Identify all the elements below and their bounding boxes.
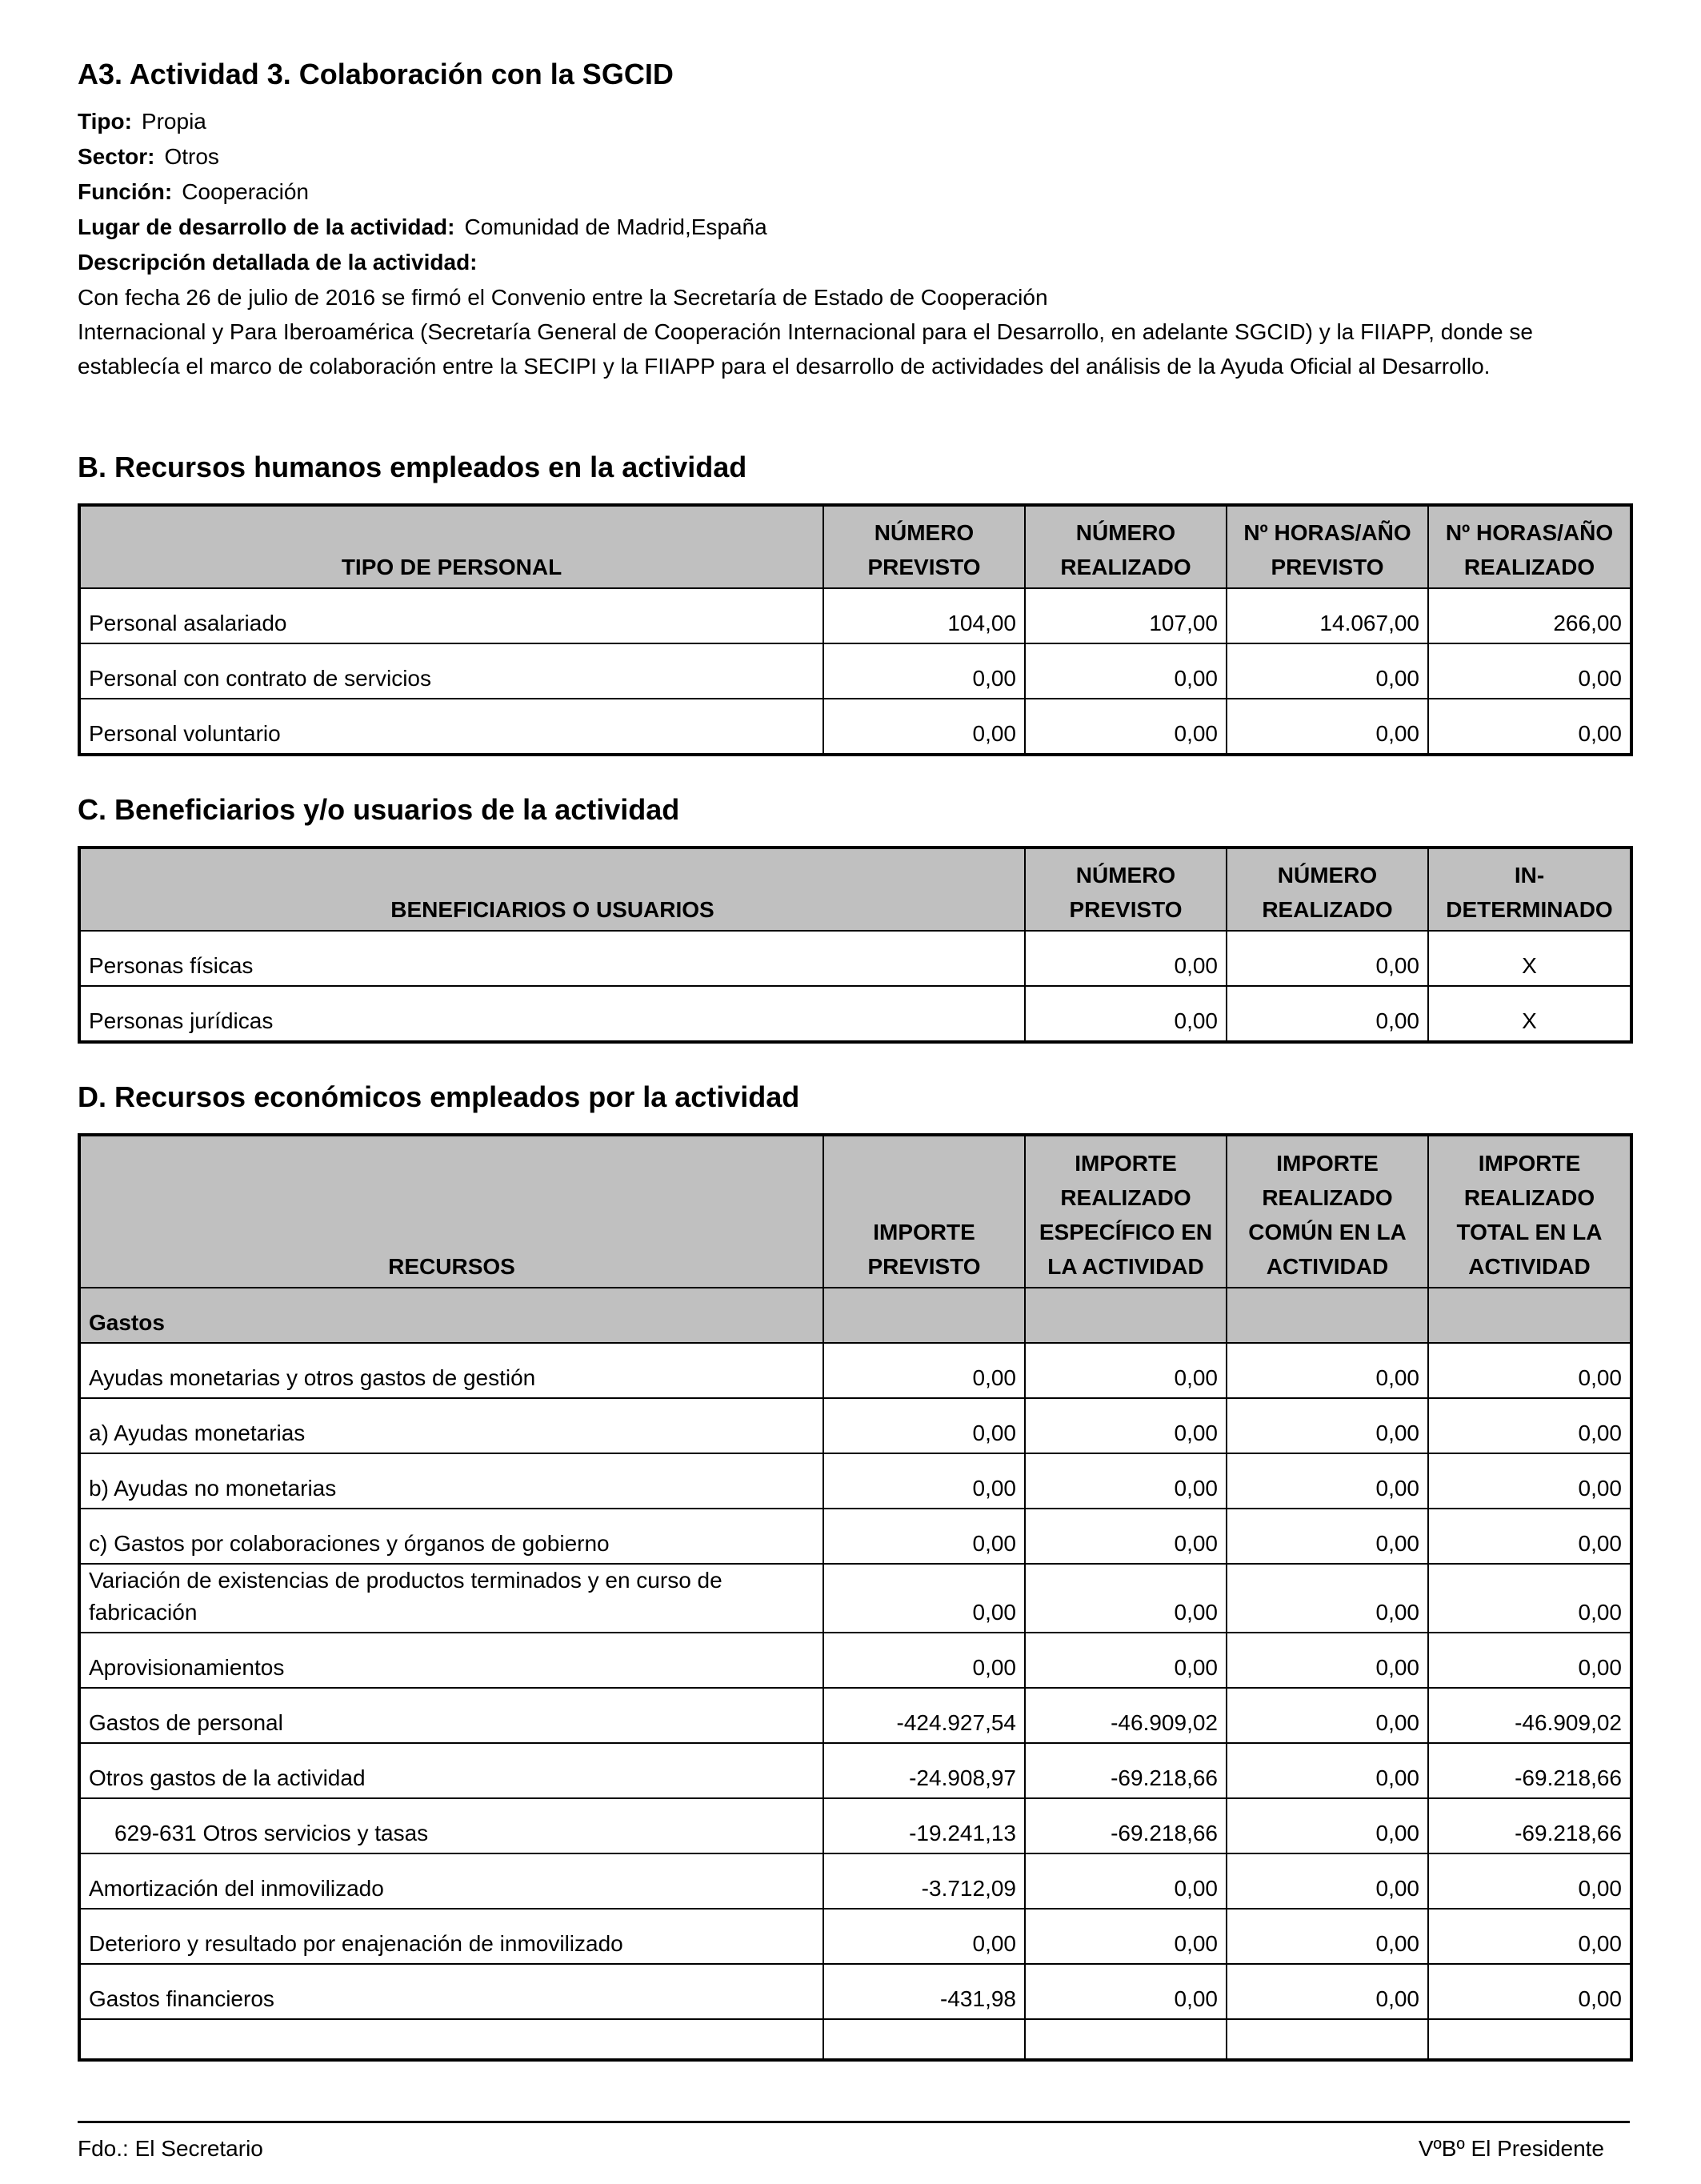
row-label: Personas físicas	[79, 931, 1025, 986]
column-header: Nº HORAS/AÑO PREVISTO	[1227, 505, 1428, 588]
field-label: Tipo:	[78, 109, 132, 134]
column-header: NÚMERO PREVISTO	[1025, 848, 1227, 931]
cell-value: -69.218,66	[1025, 1743, 1227, 1798]
field-value: Otros	[164, 144, 219, 169]
empty-cell	[1025, 2019, 1227, 2060]
section-c-title: C. Beneficiarios y/o usuarios de la actividad	[78, 793, 680, 826]
cell-value: 0,00	[1428, 699, 1631, 755]
table-row	[79, 1343, 1631, 1398]
activity-field	[78, 139, 1630, 174]
row-label: Otros gastos de la actividad	[79, 1743, 823, 1798]
description-label: Descripción detallada de la actividad:	[78, 250, 478, 275]
cell-value: 0,00	[823, 1564, 1025, 1633]
activity-field	[78, 174, 1630, 210]
cell-value: 0,00	[1227, 1909, 1428, 1964]
cell-value: 0,00	[1428, 1564, 1631, 1633]
column-header: Nº HORAS/AÑO REALIZADO	[1428, 505, 1631, 588]
cell-value: 0,00	[1428, 643, 1631, 699]
cell-value: 0,00	[1227, 1688, 1428, 1743]
row-label: Personal asalariado	[79, 588, 823, 643]
column-header: NÚMERO REALIZADO	[1025, 505, 1227, 588]
group-label: Gastos	[79, 1288, 823, 1343]
economic-resources-table	[78, 1133, 1633, 2062]
cell-value: 0,00	[823, 1509, 1025, 1564]
row-label: Deterioro y resultado por enajenación de inmovilizado	[79, 1909, 823, 1964]
empty-cell	[1428, 2019, 1631, 2060]
secretary-signature: Fdo.: El Secretario	[78, 2136, 263, 2161]
cell-value: 0,00	[1025, 986, 1227, 1042]
cell-value: 0,00	[823, 699, 1025, 755]
column-header: IMPORTE REALIZADO ESPECÍFICO EN LA ACTIVIDAD	[1025, 1135, 1227, 1288]
cell-value: 0,00	[823, 643, 1025, 699]
field-value: Cooperación	[182, 179, 309, 204]
row-label: 629-631 Otros servicios y tasas	[79, 1798, 823, 1853]
row-label: Personal con contrato de servicios	[79, 643, 823, 699]
table-row	[79, 1564, 1631, 1633]
column-header: TIPO DE PERSONAL	[79, 505, 823, 588]
cell-value: 0,00	[1428, 1853, 1631, 1909]
cell-value: 0,00	[1428, 1453, 1631, 1509]
cell-value: 104,00	[823, 588, 1025, 643]
table-row	[79, 986, 1631, 1042]
field-label: Lugar de desarrollo de la actividad:	[78, 214, 455, 239]
cell-value: 266,00	[1428, 588, 1631, 643]
field-label: Sector:	[78, 144, 155, 169]
row-label: Personal voluntario	[79, 699, 823, 755]
table-row	[79, 1853, 1631, 1909]
cell-value: 0,00	[1025, 931, 1227, 986]
cell-value: -46.909,02	[1025, 1688, 1227, 1743]
cell-value: 0,00	[1227, 1453, 1428, 1509]
cell-value: 0,00	[1428, 1633, 1631, 1688]
row-label: Amortización del inmovilizado	[79, 1853, 823, 1909]
table-row	[79, 1688, 1631, 1743]
cell-value: 0,00	[1227, 1343, 1428, 1398]
cell-value: 0,00	[1428, 1398, 1631, 1453]
column-header: IN- DETERMINADO	[1428, 848, 1631, 931]
field-value: Propia	[141, 109, 206, 134]
cell-value: 0,00	[1025, 1453, 1227, 1509]
activity-title: A3. Actividad 3. Colaboración con la SGCID	[78, 58, 674, 90]
cell-value: 0,00	[1025, 1964, 1227, 2019]
empty-cell	[823, 2019, 1025, 2060]
row-label: Ayudas monetarias y otros gastos de gestión	[79, 1343, 823, 1398]
cell-value: 0,00	[823, 1398, 1025, 1453]
cell-value: 0,00	[1428, 1964, 1631, 2019]
table-row	[79, 1743, 1631, 1798]
cell-value: 0,00	[1227, 1564, 1428, 1633]
cell-value: 0,00	[1025, 1909, 1227, 1964]
cell-value: 0,00	[1227, 1398, 1428, 1453]
table-row	[79, 1453, 1631, 1509]
column-header: IMPORTE PREVISTO	[823, 1135, 1025, 1288]
column-header: IMPORTE REALIZADO COMÚN EN LA ACTIVIDAD	[1227, 1135, 1428, 1288]
row-label: c) Gastos por colaboraciones y órganos de gobierno	[79, 1509, 823, 1564]
row-label: Gastos financieros	[79, 1964, 823, 2019]
cell-value: 0,00	[1025, 1398, 1227, 1453]
description-line: Con fecha 26 de julio de 2016 se firmó el Convenio entre la Secretaría de Estado de Cooperación	[78, 285, 1048, 310]
cell-value: X	[1428, 931, 1631, 986]
row-label: b) Ayudas no monetarias	[79, 1453, 823, 1509]
table-row	[79, 643, 1631, 699]
cell-value: 107,00	[1025, 588, 1227, 643]
cell-value: 0,00	[1227, 699, 1428, 755]
group-row	[79, 1288, 1631, 1343]
cell-value: 0,00	[1227, 1853, 1428, 1909]
group-empty-cell	[823, 1288, 1025, 1343]
activity-fields	[78, 104, 1630, 245]
cell-value: 0,00	[1025, 1343, 1227, 1398]
column-header: RECURSOS	[79, 1135, 823, 1288]
cell-value: 0,00	[1227, 986, 1428, 1042]
beneficiaries-table	[78, 846, 1633, 1044]
signature-footer	[78, 2121, 1630, 2161]
cell-value: 0,00	[1227, 1743, 1428, 1798]
section-b-title: B. Recursos humanos empleados en la actividad	[78, 451, 747, 483]
group-empty-cell	[1025, 1288, 1227, 1343]
human-resources-table	[78, 503, 1633, 756]
column-header: NÚMERO REALIZADO	[1227, 848, 1428, 931]
cell-value: 0,00	[1025, 1853, 1227, 1909]
cell-value: 0,00	[1025, 643, 1227, 699]
group-empty-cell	[1428, 1288, 1631, 1343]
section-d-title: D. Recursos económicos empleados por la actividad	[78, 1080, 800, 1113]
cell-value: -3.712,09	[823, 1853, 1025, 1909]
group-empty-cell	[1227, 1288, 1428, 1343]
header-row	[79, 505, 1631, 588]
table-row	[79, 1509, 1631, 1564]
page	[78, 56, 1630, 2062]
description-line: Internacional y Para Iberoamérica (Secretaría General de Cooperación Internacional para el Desarrollo, en adelante SGCID) y la FIIAPP, donde se	[78, 319, 1533, 344]
table-row	[79, 1398, 1631, 1453]
cell-value: -46.909,02	[1428, 1688, 1631, 1743]
cell-value: 0,00	[823, 1453, 1025, 1509]
header-row	[79, 1135, 1631, 1288]
table-row	[79, 1964, 1631, 2019]
activity-field	[78, 104, 1630, 139]
empty-cell	[79, 2019, 823, 2060]
row-label: Variación de existencias de productos terminados y en curso de fabricación	[79, 1564, 823, 1633]
cell-value: -69.218,66	[1025, 1798, 1227, 1853]
cell-value: 0,00	[823, 1343, 1025, 1398]
cell-value: 0,00	[1227, 1633, 1428, 1688]
president-signature: VºBº El Presidente	[1418, 2136, 1604, 2161]
description-line: establecía el marco de colaboración entre la SECIPI y la FIIAPP para el desarrollo de actividades del análisis de la Ayuda Oficial al Desarrollo.	[78, 354, 1491, 379]
cell-value: X	[1428, 986, 1631, 1042]
column-header: IMPORTE REALIZADO TOTAL EN LA ACTIVIDAD	[1428, 1135, 1631, 1288]
table-row	[79, 1633, 1631, 1688]
cell-value: 14.067,00	[1227, 588, 1428, 643]
cell-value: 0,00	[1227, 931, 1428, 986]
header-row	[79, 848, 1631, 931]
empty-row	[79, 2019, 1631, 2060]
cell-value: -69.218,66	[1428, 1798, 1631, 1853]
field-value: Comunidad de Madrid,España	[464, 214, 767, 239]
row-label: a) Ayudas monetarias	[79, 1398, 823, 1453]
cell-value: 0,00	[1227, 1798, 1428, 1853]
column-header: BENEFICIARIOS O USUARIOS	[79, 848, 1025, 931]
table-row	[79, 699, 1631, 755]
table-row	[79, 1798, 1631, 1853]
empty-cell	[1227, 2019, 1428, 2060]
cell-value: 0,00	[1227, 1964, 1428, 2019]
cell-value: -69.218,66	[1428, 1743, 1631, 1798]
cell-value: 0,00	[1428, 1509, 1631, 1564]
cell-value: -424.927,54	[823, 1688, 1025, 1743]
table-row	[79, 931, 1631, 986]
cell-value: 0,00	[1227, 643, 1428, 699]
row-label: Gastos de personal	[79, 1688, 823, 1743]
cell-value: 0,00	[1025, 699, 1227, 755]
cell-value: 0,00	[823, 1909, 1025, 1964]
table-row	[79, 1909, 1631, 1964]
cell-value: 0,00	[1025, 1509, 1227, 1564]
cell-value: 0,00	[1025, 1564, 1227, 1633]
activity-description	[78, 280, 1630, 383]
field-label: Función:	[78, 179, 173, 204]
cell-value: 0,00	[1227, 1509, 1428, 1564]
activity-field	[78, 210, 1630, 245]
table-row	[79, 588, 1631, 643]
cell-value: 0,00	[1428, 1343, 1631, 1398]
cell-value: 0,00	[823, 1633, 1025, 1688]
column-header: NÚMERO PREVISTO	[823, 505, 1025, 588]
cell-value: 0,00	[1428, 1909, 1631, 1964]
row-label: Aprovisionamientos	[79, 1633, 823, 1688]
row-label: Personas jurídicas	[79, 986, 1025, 1042]
cell-value: -19.241,13	[823, 1798, 1025, 1853]
cell-value: -24.908,97	[823, 1743, 1025, 1798]
cell-value: 0,00	[1025, 1633, 1227, 1688]
cell-value: -431,98	[823, 1964, 1025, 2019]
